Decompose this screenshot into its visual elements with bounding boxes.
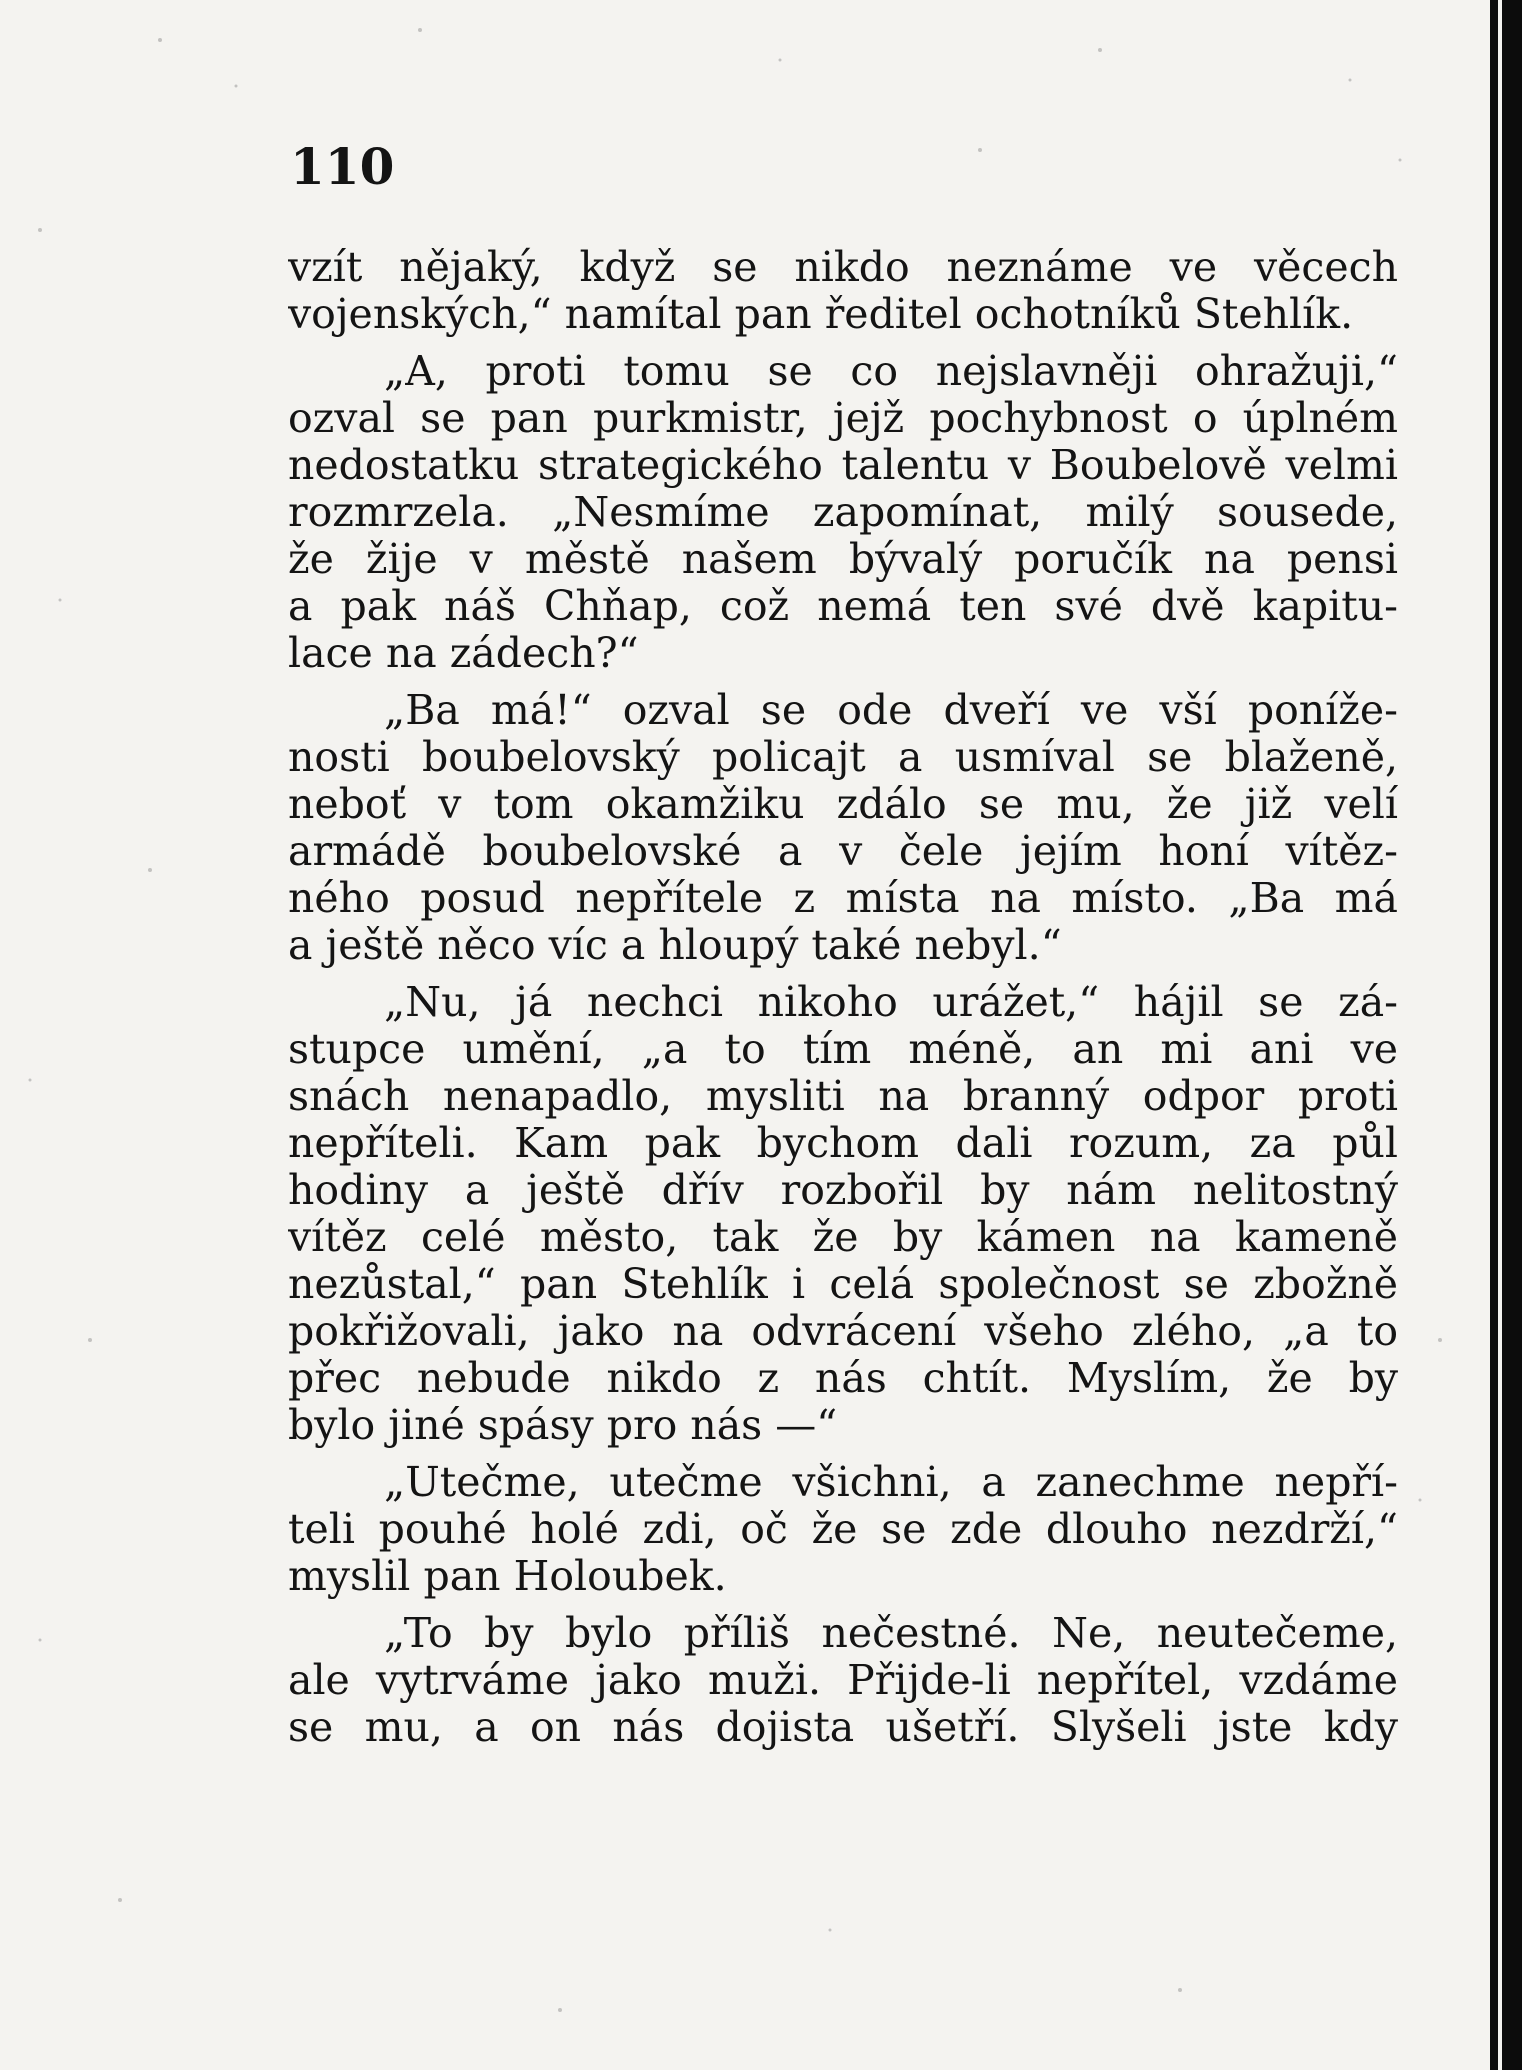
page-edge-gap [1498, 0, 1502, 2070]
text-line: „To by bylo příliš nečestné. Ne, neutečeme, [384, 1610, 1398, 1657]
text-line: nosti boubelovský policajt a usmíval se blaženě, [288, 734, 1398, 781]
text-line: ného posud nepřítele z místa na místo. „Ba má [288, 875, 1398, 922]
text-line: ozval se pan purkmistr, jejž pochybnost o úplném [288, 395, 1398, 442]
paragraph-gap [288, 1600, 1398, 1610]
text-line: snách nenapadlo, mysliti na branný odpor proti [288, 1073, 1398, 1120]
text-line: myslil pan Holoubek. [288, 1553, 727, 1600]
text-line: hodiny a ještě dřív rozbořil by nám nelitostný [288, 1167, 1398, 1214]
text-line: armádě boubelovské a v čele jejím honí vítěz- [288, 828, 1398, 875]
text-line: neboť v tom okamžiku zdálo se mu, že již velí [288, 781, 1398, 828]
text-line: vítěz celé město, tak že by kámen na kameně [288, 1214, 1398, 1261]
text-line: přec nebude nikdo z nás chtít. Myslím, že by [288, 1355, 1398, 1402]
text-line: ale vytrváme jako muži. Přijde-li nepřítel, vzdáme [288, 1657, 1398, 1704]
text-line: a ještě něco víc a hloupý také nebyl.“ [288, 922, 1062, 969]
text-line: rozmrzela. „Nesmíme zapomínat, milý sousedе, [288, 489, 1398, 536]
text-line: nedostatku strategického talentu v Boubelově velmi [288, 442, 1398, 489]
text-line: „A, proti tomu se co nejslavněji ohražuji,“ [384, 348, 1398, 395]
text-line: lace na zádech?“ [288, 630, 639, 677]
page-number: 110 [290, 137, 395, 196]
text-line: vzít nějaký, když se nikdo neznáme ve věcech [288, 244, 1398, 291]
text-line: a pak náš Chňap, což nemá ten své dvě kapitu- [288, 583, 1398, 630]
text-line: bylo jiné spásy pro nás —“ [288, 1402, 838, 1449]
text-line: vojenských,“ namítal pan ředitel ochotníků Stehlík. [288, 291, 1354, 338]
text-line: stupce umění, „a to tím méně, an mi ani ve [288, 1026, 1398, 1073]
text-line: nezůstal,“ pan Stehlík i celá společnost se zbožně [288, 1261, 1398, 1308]
text-line: „Ba má!“ ozval se ode dveří ve vší poníže- [384, 687, 1398, 734]
text-line: „Nu, já nechci nikoho urážet,“ hájil se zá- [384, 979, 1398, 1026]
paragraph-gap [288, 969, 1398, 979]
text-line: nepříteli. Kam pak bychom dali rozum, za půl [288, 1120, 1398, 1167]
text-line: se mu, a on nás dojista ušetří. Slyšeli jste kdy [288, 1704, 1398, 1751]
text-line: „Utečme, utečme všichni, a zanechme nepří- [384, 1459, 1398, 1506]
paragraph-gap [288, 677, 1398, 687]
text-line: že žije v městě našem bývalý poručík na pensi [288, 536, 1398, 583]
paragraph-gap [288, 1449, 1398, 1459]
paragraph-gap [288, 338, 1398, 348]
text-line: pokřižovali, jako na odvrácení všeho zlého, „a to [288, 1308, 1398, 1355]
page-edge-shadow [1490, 0, 1522, 2070]
text-line: teli pouhé holé zdi, oč že se zde dlouho nezdrží,“ [288, 1506, 1398, 1553]
body-text [288, 244, 1398, 1751]
